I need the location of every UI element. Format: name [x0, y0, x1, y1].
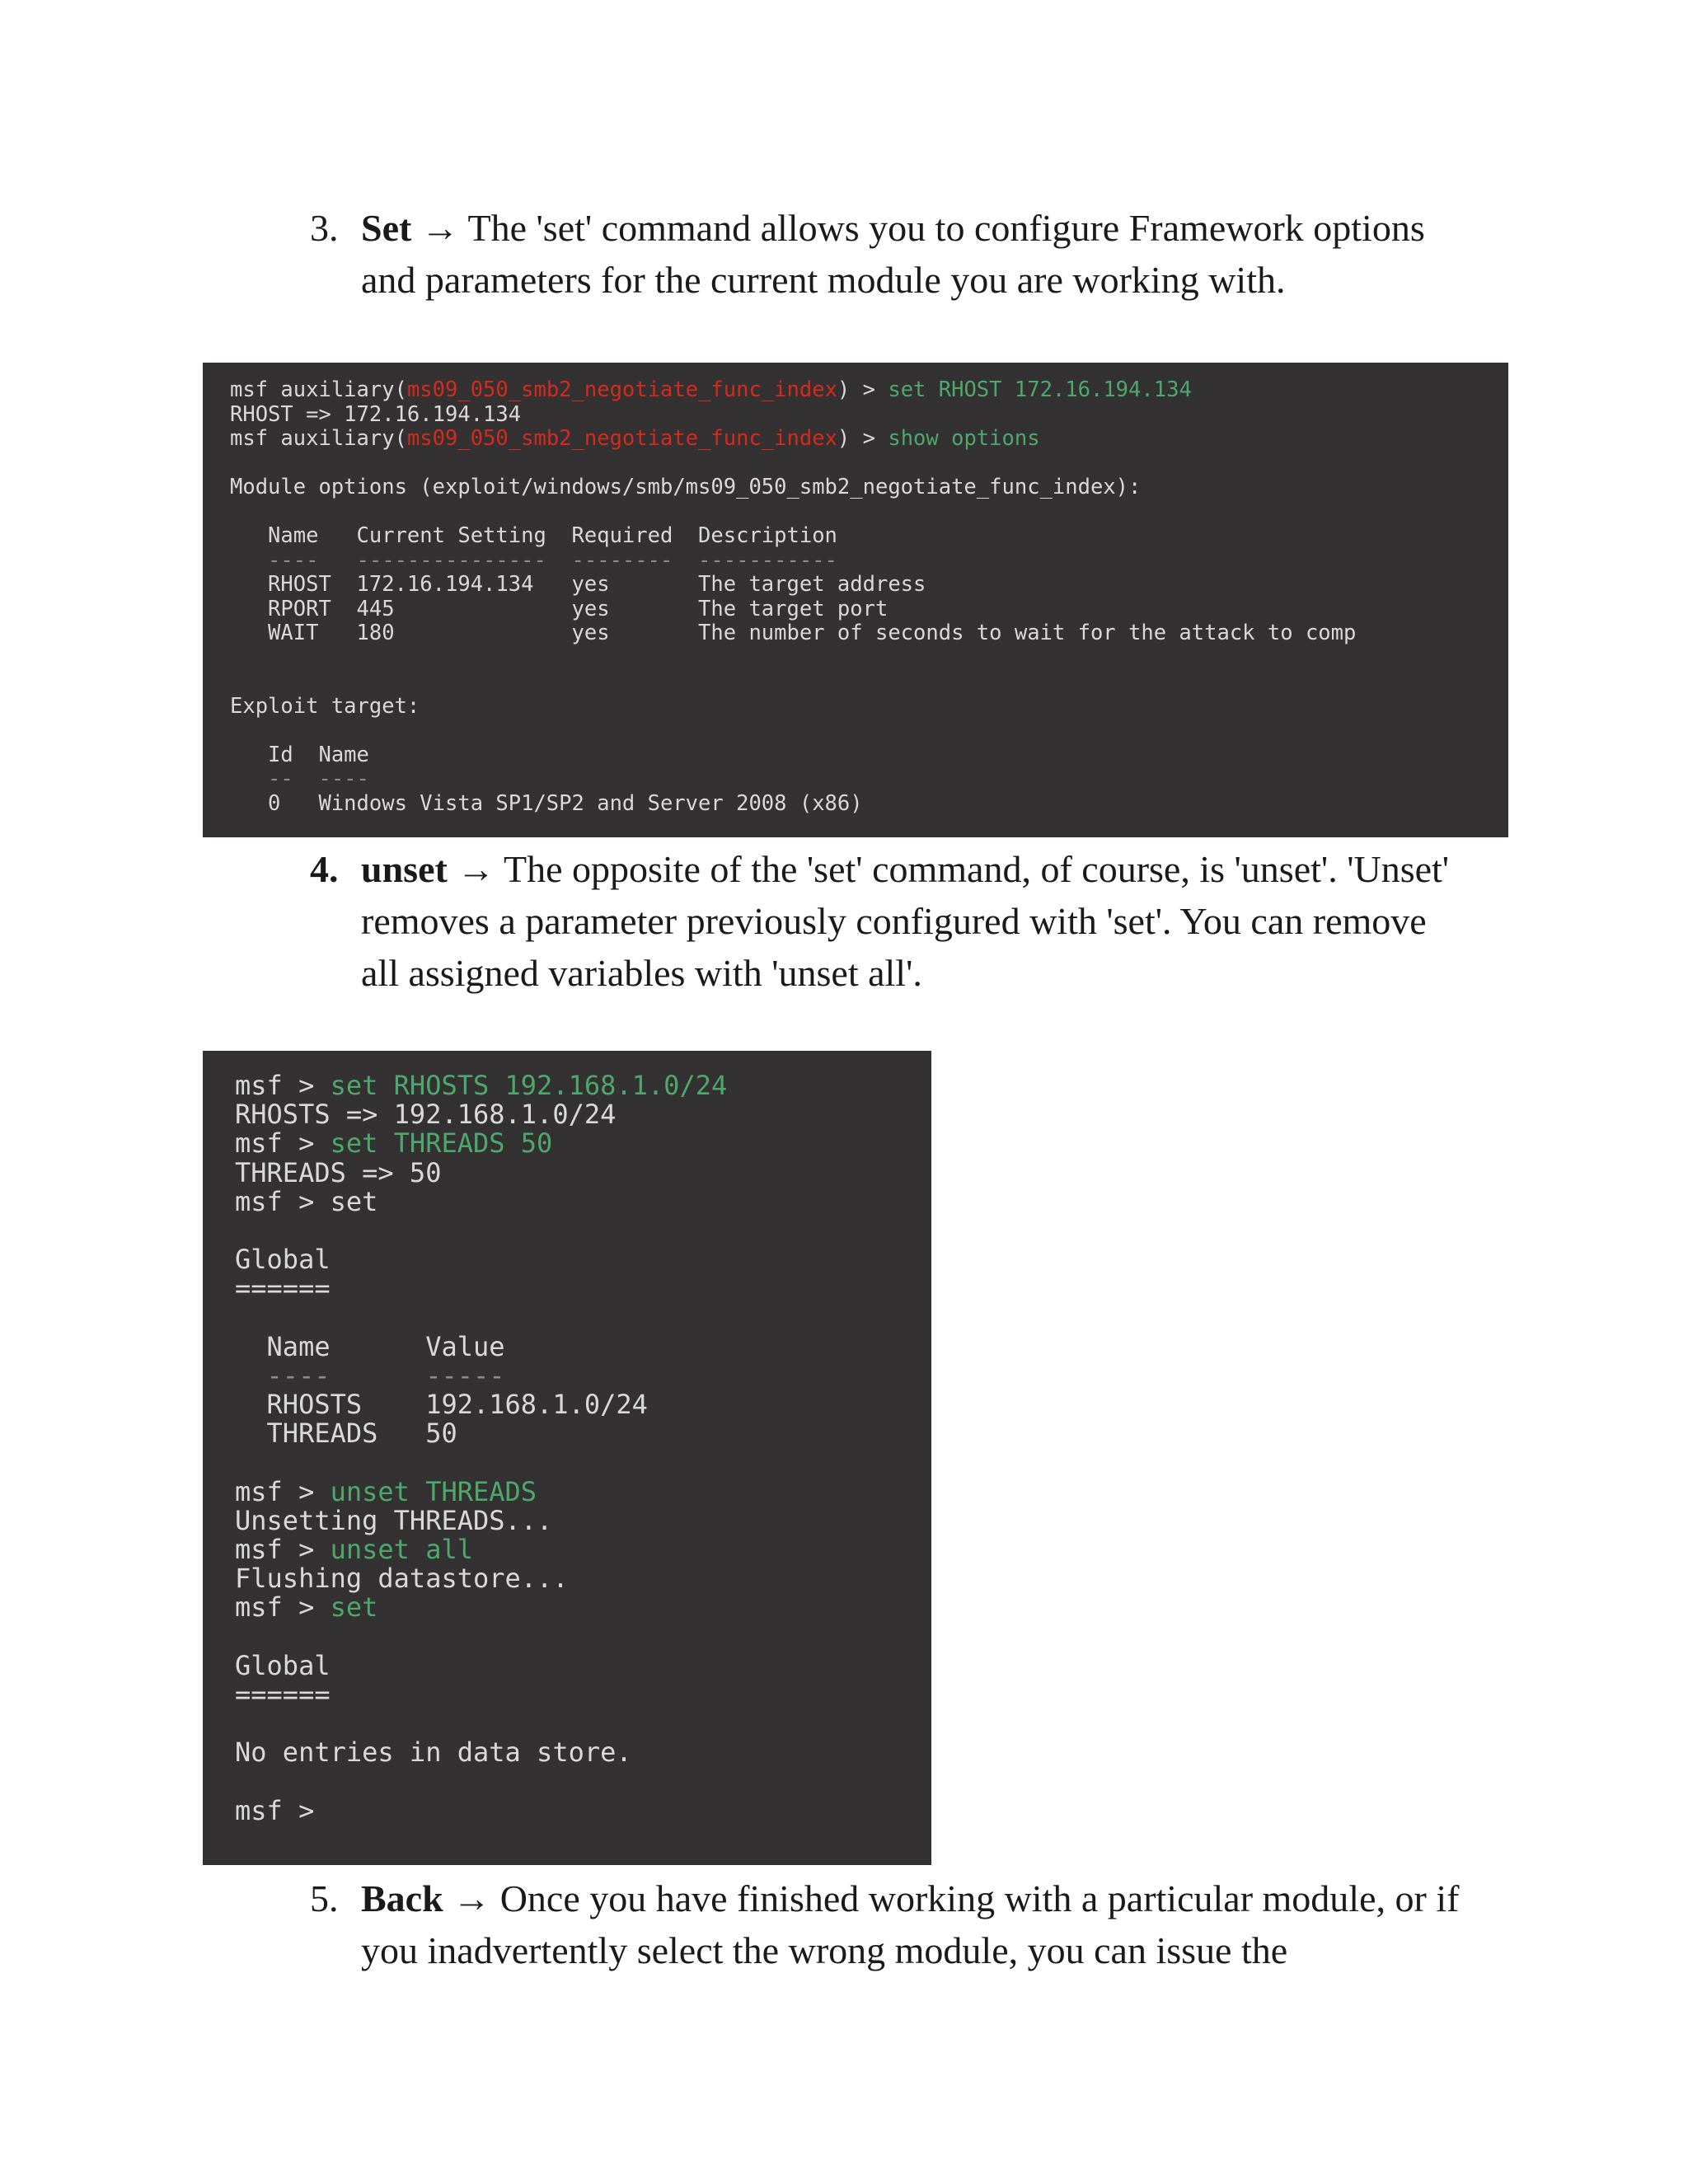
item-number: 4. — [310, 848, 339, 890]
terminal-line: ====== — [235, 1678, 331, 1710]
list-item-back — [310, 1872, 1472, 1976]
terminal-line: ---- ----- — [235, 1359, 505, 1391]
terminal-line: -- ---- — [230, 766, 369, 791]
terminal-line: Flushing datastore... — [235, 1563, 569, 1595]
terminal-line: Name Value — [235, 1330, 505, 1362]
terminal-line: ---- --------------- -------- ----------- — [230, 547, 837, 573]
terminal-line: msf > set — [235, 1185, 378, 1217]
item-text: Once you have finished working with a particular module, or if you inadvertently select the wrong module, you can issue the — [361, 1877, 1460, 1971]
terminal-line: msf auxiliary(ms09_050_smb2_negotiate_func_index) > set RHOST 172.16.194.134 — [230, 377, 1192, 402]
item-keyword: unset — [361, 848, 448, 890]
terminal-line: Id Name — [230, 742, 369, 767]
terminal-line: THREADS 50 — [235, 1418, 457, 1450]
terminal-line: RHOST 172.16.194.134 yes The target address — [230, 572, 926, 597]
terminal-line: No entries in data store. — [235, 1736, 632, 1769]
terminal-line: msf > unset all — [235, 1534, 473, 1565]
terminal-line: Global — [235, 1649, 331, 1681]
terminal-line: Exploit target: — [230, 693, 420, 719]
terminal-line: msf > set RHOSTS 192.168.1.0/24 — [235, 1070, 728, 1101]
terminal-line: 0 Windows Vista SP1/SP2 and Server 2008 (x86) — [230, 790, 863, 816]
terminal-line: THREADS => 50 — [235, 1156, 442, 1188]
terminal-line: msf > set — [235, 1591, 378, 1624]
terminal-line: msf auxiliary(ms09_050_smb2_negotiate_func_index) > show options — [230, 426, 1040, 451]
item-text: The 'set' command allows you to configure Framework options and parameters for the current module you are working with. — [361, 207, 1425, 301]
terminal-line: Name Current Setting Required Description — [230, 523, 837, 548]
terminal-line: RHOSTS 192.168.1.0/24 — [235, 1389, 648, 1421]
arrow-icon: → — [420, 207, 459, 249]
arrow-icon: → — [457, 848, 495, 890]
terminal-screenshot-show-options — [203, 363, 1508, 837]
item-text: The opposite of the 'set' command, of course, is 'unset'. 'Unset' removes a parameter previously configured with 'set'. You can remove all assigned variables with 'unset all'. — [361, 848, 1450, 994]
terminal-line: ====== — [235, 1272, 331, 1305]
list-item-unset — [310, 843, 1472, 999]
terminal-line: msf > unset THREADS — [235, 1475, 537, 1507]
terminal-line: RPORT 445 yes The target port — [230, 596, 889, 621]
terminal-line: msf > — [235, 1794, 315, 1826]
item-number: 5. — [310, 1877, 339, 1919]
item-keyword: Back — [361, 1877, 443, 1919]
item-number: 3. — [310, 207, 339, 249]
terminal-line: RHOSTS => 192.168.1.0/24 — [235, 1099, 617, 1131]
list-item-set — [310, 202, 1472, 306]
terminal-line: RHOST => 172.16.194.134 — [230, 401, 522, 427]
terminal-line: Module options (exploit/windows/smb/ms09_050_smb2_negotiate_func_index): — [230, 475, 1142, 499]
arrow-icon: → — [452, 1877, 491, 1919]
terminal-line: msf > set THREADS 50 — [235, 1127, 553, 1160]
terminal-screenshot-unset — [203, 1051, 931, 1865]
terminal-line: Unsetting THREADS... — [235, 1504, 553, 1536]
terminal-line: Global — [235, 1244, 331, 1276]
terminal-line: WAIT 180 yes The number of seconds to wait for the attack to comp — [230, 621, 1357, 645]
item-keyword: Set — [361, 207, 412, 249]
